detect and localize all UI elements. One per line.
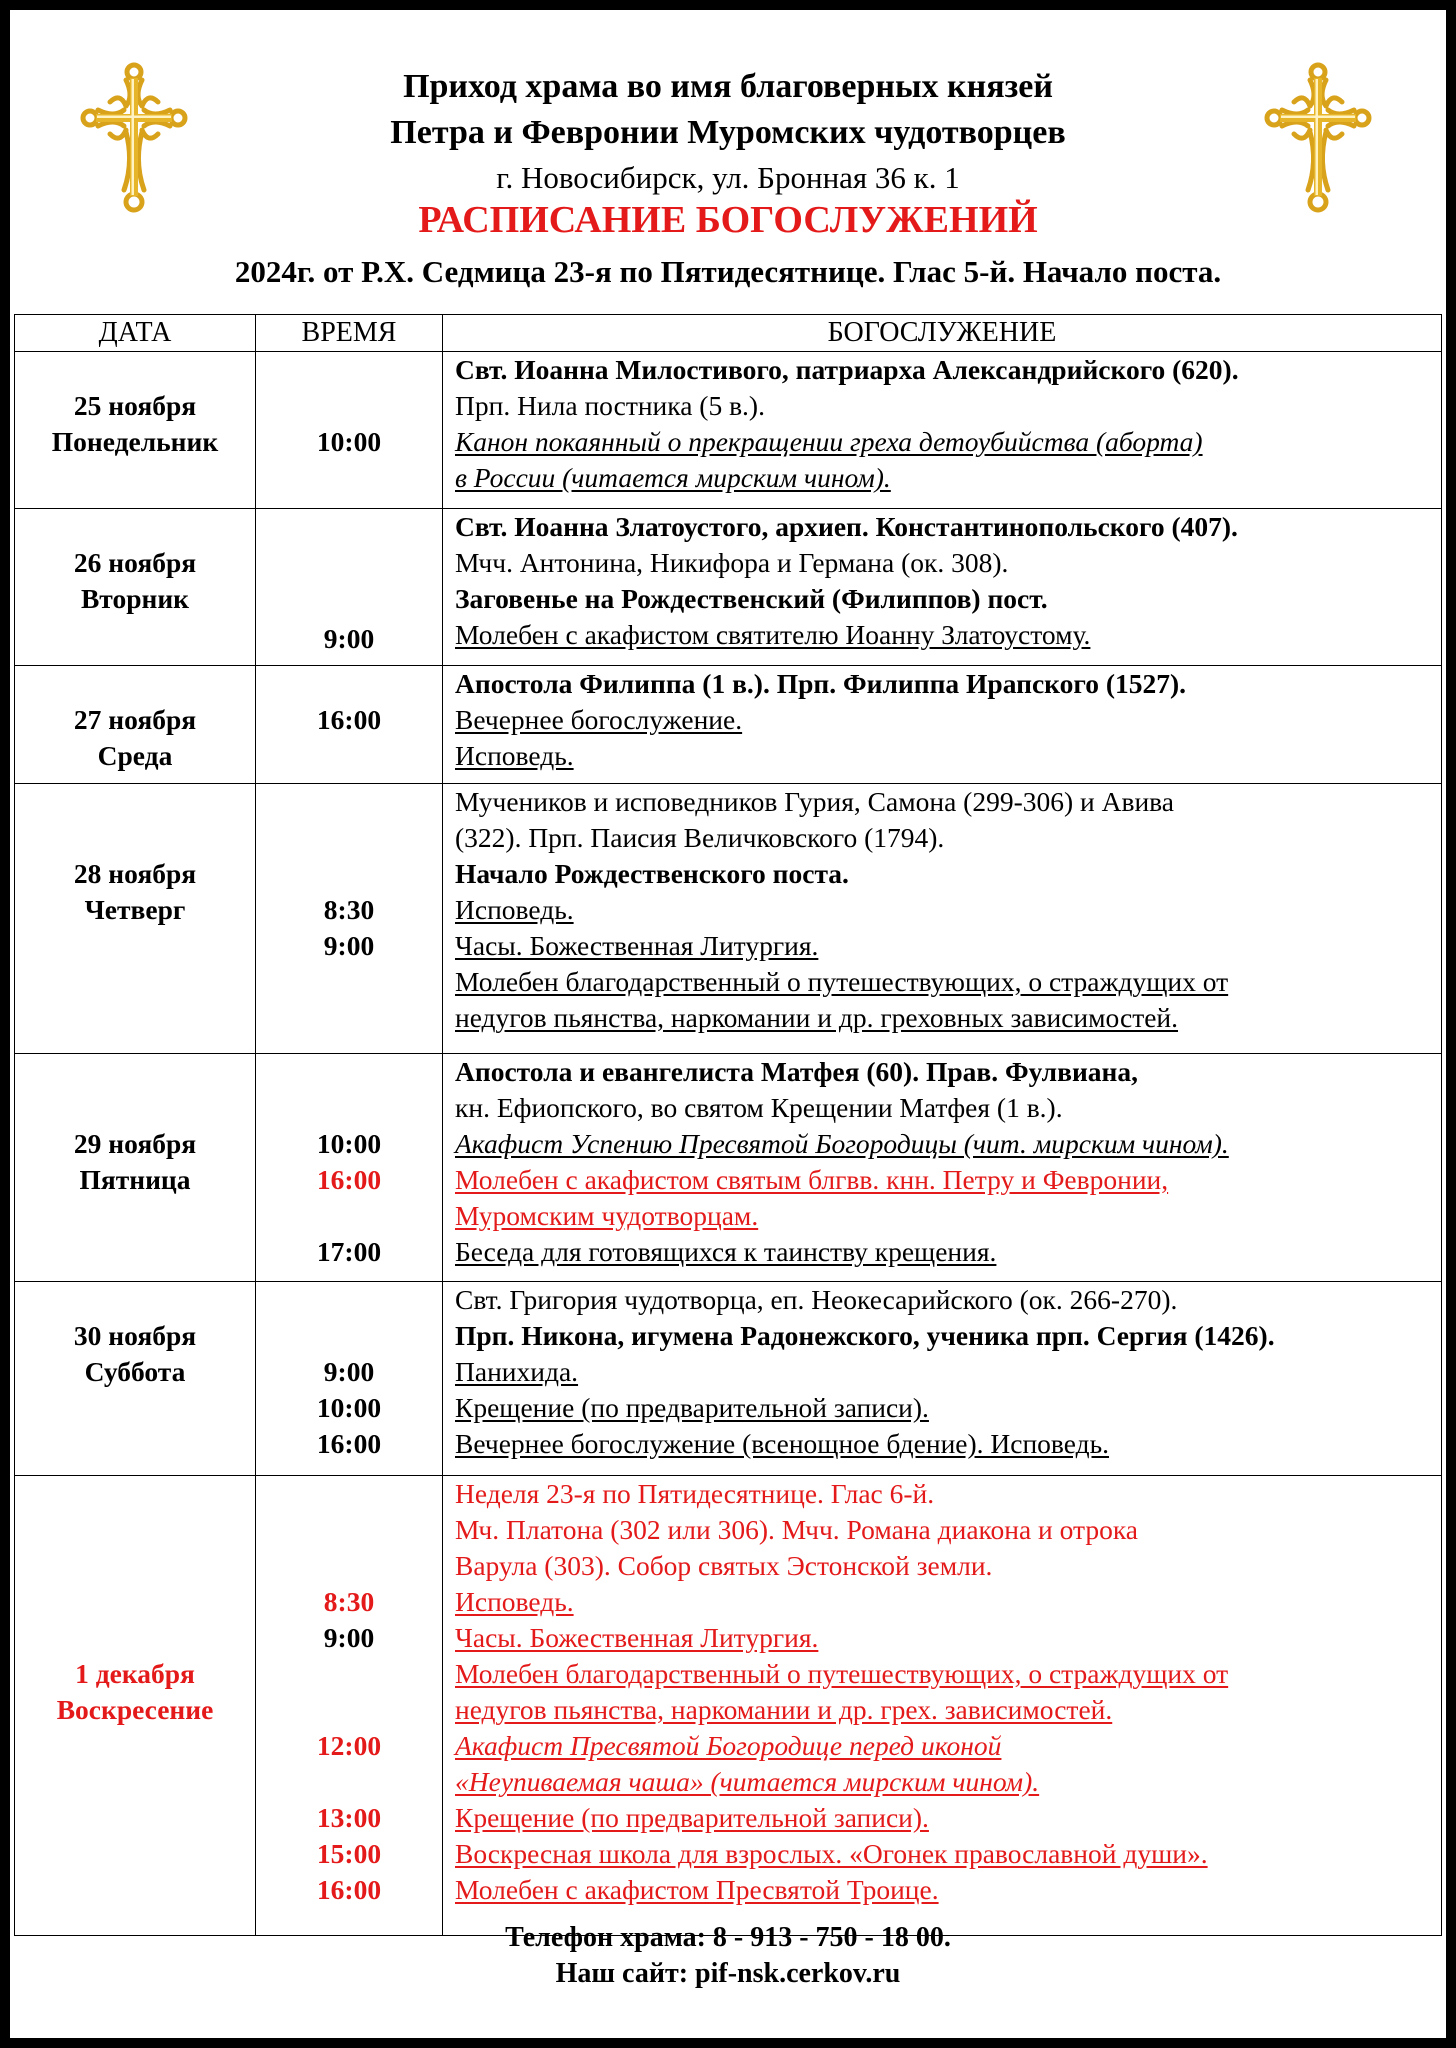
- service-line: Свт. Иоанна Златоустого, архиеп. Константинопольского (407).: [455, 511, 1238, 542]
- service-line: недугов пьянства, наркомании и др. грех. зависимостей.: [455, 1694, 1113, 1725]
- date-cell: [15, 1282, 256, 1476]
- table-header-row: [15, 315, 1442, 352]
- service-time: 12:00: [316, 1730, 382, 1761]
- service-line: (322). Прп. Паисия Величковского (1794).: [455, 822, 945, 853]
- time-cell: [256, 666, 443, 784]
- service-line: Часы. Божественная Литургия.: [455, 930, 819, 961]
- service-cell: [443, 784, 1442, 1054]
- date-cell: [15, 1054, 256, 1282]
- service-line: Молебен благодарственный о путешествующих, о страждущих от: [455, 1658, 1229, 1689]
- service-time: 8:30: [323, 894, 375, 925]
- schedule-title: РАСПИСАНИЕ БОГОСЛУЖЕНИЙ: [418, 199, 1038, 241]
- day-date: 27 ноября: [73, 704, 197, 735]
- service-line: Муромским чудотворцам.: [455, 1200, 759, 1231]
- service-line: Канон покаянный о прекращении греха детоубийства (аборта): [455, 426, 1203, 457]
- service-time: 16:00: [316, 1164, 382, 1195]
- church-website[interactable]: Наш сайт: pif-nsk.cerkov.ru: [555, 1958, 901, 1989]
- service-time: 16:00: [316, 1874, 382, 1905]
- service-line: Прп. Никона, игумена Радонежского, ученика прп. Сергия (1426).: [455, 1320, 1275, 1351]
- address: г. Новосибирск, ул. Бронная 36 к. 1: [496, 160, 960, 195]
- service-line: Молебен благодарственный о путешествующих, о страждущих от: [455, 966, 1229, 997]
- service-line: Часы. Божественная Литургия.: [455, 1622, 819, 1653]
- time-cell: [256, 784, 443, 1054]
- service-line: Исповедь.: [455, 1586, 574, 1617]
- service-line: Панихида.: [455, 1356, 579, 1387]
- service-cell: [443, 352, 1442, 509]
- service-line: Исповедь.: [455, 740, 574, 771]
- service-line: Мч. Платона (302 или 306). Мчч. Романа диакона и отрока: [455, 1514, 1139, 1545]
- church-phone: Телефон храма: 8 - 913 - 750 - 18 00.: [505, 1922, 951, 1953]
- service-cell: [443, 509, 1442, 666]
- service-line: Апостола Филиппа (1 в.). Прп. Филиппа Ирапского (1527).: [455, 668, 1187, 699]
- service-cell: [443, 1476, 1442, 1936]
- service-line: Мучеников и исповедников Гурия, Самона (299-306) и Авива: [455, 786, 1175, 817]
- table-row: [15, 666, 1442, 784]
- service-time: 9:00: [323, 623, 375, 654]
- service-line: Акафист Успению Пресвятой Богородицы (чит. мирским чином).: [455, 1128, 1229, 1159]
- service-line: Мчч. Антонина, Никифора и Германа (ок. 308).: [455, 547, 1009, 578]
- service-time: 10:00: [316, 1392, 382, 1423]
- table-row: [15, 352, 1442, 509]
- service-time: 9:00: [323, 930, 375, 961]
- time-cell: [256, 1054, 443, 1282]
- table-row: [15, 784, 1442, 1054]
- service-time: 17:00: [316, 1236, 382, 1267]
- service-line: Заговенье на Рождественский (Филиппов) пост.: [455, 583, 1048, 614]
- service-time: 13:00: [316, 1802, 382, 1833]
- service-time: 16:00: [316, 1428, 382, 1459]
- service-line: Акафист Пресвятой Богородице перед иконой: [455, 1730, 1002, 1761]
- service-time: 10:00: [316, 426, 382, 457]
- service-line: Апостола и евангелиста Матфея (60). Прав. Фулвиана,: [455, 1056, 1139, 1087]
- day-weekday: Среда: [97, 740, 173, 771]
- service-line: в России (читается мирским чином).: [455, 462, 891, 493]
- day-weekday: Суббота: [84, 1356, 186, 1387]
- schedule-table: [14, 314, 1442, 1936]
- date-cell: [15, 509, 256, 666]
- time-cell: [256, 509, 443, 666]
- service-time: 15:00: [316, 1838, 382, 1869]
- service-line: «Неупиваемая чаша» (читается мирским чином).: [455, 1766, 1040, 1797]
- day-date: 26 ноября: [73, 547, 197, 578]
- service-time: 16:00: [316, 704, 382, 735]
- parish-name-line1: Приход храма во имя благоверных князей: [403, 68, 1053, 105]
- day-weekday: Вторник: [80, 583, 190, 614]
- service-line: Крещение (по предварительной записи).: [455, 1392, 929, 1423]
- date-cell: [15, 1476, 256, 1936]
- time-cell: [256, 352, 443, 509]
- service-line: Молебен с акафистом святым блгвв. кнн. Петру и Февронии,: [455, 1164, 1169, 1195]
- service-line: Прп. Нила постника (5 в.).: [455, 390, 765, 421]
- service-cell: [443, 1282, 1442, 1476]
- time-cell: [256, 1282, 443, 1476]
- service-line: Варула (303). Собор святых Эстонской земли.: [455, 1550, 993, 1581]
- service-time: 8:30: [323, 1586, 375, 1617]
- service-line: недугов пьянства, наркомании и др. греховных зависимостей.: [455, 1002, 1179, 1033]
- service-line: Неделя 23-я по Пятидесятнице. Глас 6-й.: [455, 1478, 935, 1509]
- service-line: кн. Ефиопского, во святом Крещении Матфея (1 в.).: [455, 1092, 1063, 1123]
- service-line: Вечернее богослужение (всенощное бдение). Исповедь.: [455, 1428, 1110, 1459]
- day-date: 28 ноября: [73, 858, 197, 889]
- schedule-page: [10, 10, 1446, 2038]
- service-time: 9:00: [323, 1356, 375, 1387]
- column-header-date: ДАТА: [15, 315, 256, 352]
- day-date: 29 ноября: [73, 1128, 197, 1159]
- service-time: 9:00: [323, 1622, 375, 1653]
- service-line: Свт. Григория чудотворца, еп. Неокесарийского (ок. 266-270).: [455, 1284, 1178, 1315]
- schedule-subtitle: 2024г. от Р.Х. Седмица 23-я по Пятидесятнице. Глас 5-й. Начало поста.: [234, 254, 1222, 289]
- day-weekday: Четверг: [84, 894, 186, 925]
- day-weekday: Воскресение: [56, 1694, 214, 1725]
- day-date: 1 декабря: [75, 1658, 195, 1689]
- table-row: [15, 1282, 1442, 1476]
- date-cell: [15, 352, 256, 509]
- table-row: [15, 1476, 1442, 1936]
- service-line: Начало Рождественского поста.: [455, 858, 849, 889]
- service-line: Воскресная школа для взрослых. «Огонек православной души».: [455, 1838, 1208, 1869]
- time-cell: [256, 1476, 443, 1936]
- service-line: Исповедь.: [455, 894, 574, 925]
- service-time: 10:00: [316, 1128, 382, 1159]
- date-cell: [15, 784, 256, 1054]
- service-line: Вечернее богослужение.: [455, 704, 743, 735]
- service-cell: [443, 666, 1442, 784]
- parish-name-line2: Петра и Февронии Муромских чудотворцев: [390, 114, 1066, 151]
- column-header-time: ВРЕМЯ: [256, 315, 443, 352]
- service-line: Крещение (по предварительной записи).: [455, 1802, 929, 1833]
- date-cell: [15, 666, 256, 784]
- day-date: 25 ноября: [73, 390, 197, 421]
- service-line: Беседа для готовящихся к таинству крещения.: [455, 1236, 997, 1267]
- day-date: 30 ноября: [73, 1320, 197, 1351]
- service-line: Молебен с акафистом святителю Иоанну Златоустому.: [455, 619, 1091, 650]
- table-row: [15, 1054, 1442, 1282]
- column-header-service: БОГОСЛУЖЕНИЕ: [443, 315, 1442, 352]
- day-weekday: Понедельник: [51, 426, 219, 457]
- table-row: [15, 509, 1442, 666]
- day-weekday: Пятница: [79, 1164, 191, 1195]
- service-line: Молебен с акафистом Пресвятой Троице.: [455, 1874, 939, 1905]
- service-cell: [443, 1054, 1442, 1282]
- service-line: Свт. Иоанна Милостивого, патриарха Александрийского (620).: [455, 354, 1239, 385]
